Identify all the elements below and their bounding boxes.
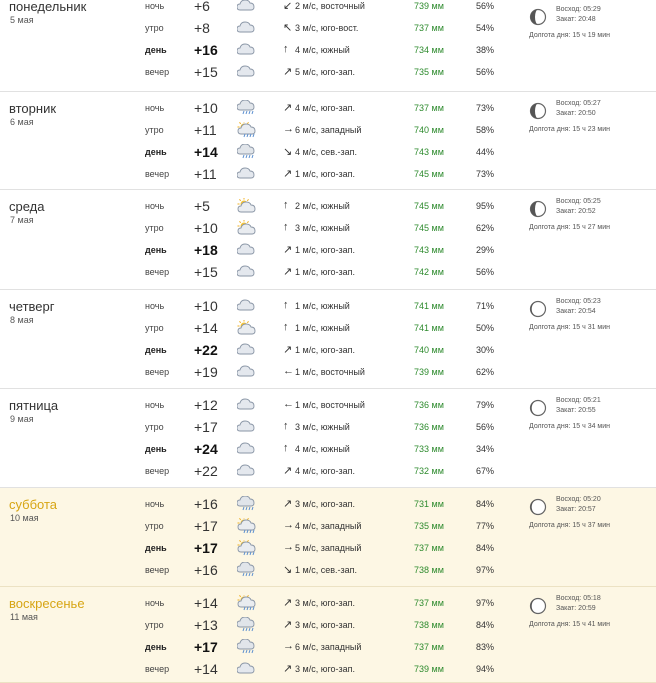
humidity: 84%: [476, 620, 495, 630]
cloud-icon: [237, 364, 257, 380]
cloud-icon: [237, 20, 257, 36]
day-block: [0, 587, 656, 683]
forecast-row: [0, 318, 525, 340]
wind-direction-icon: ↑: [283, 321, 289, 333]
pressure: 745 мм: [414, 223, 444, 233]
day-date: 7 мая: [10, 215, 34, 225]
forecast-row: [0, 417, 525, 439]
temperature: +24: [194, 441, 218, 457]
forecast-row: [0, 262, 525, 284]
wind-speed: 1 м/с, юго-зап.: [295, 267, 356, 277]
humidity: 73%: [476, 169, 495, 179]
pressure: 743 мм: [414, 245, 444, 255]
pressure: 734 мм: [414, 45, 444, 55]
wind-speed: 1 м/с, юго-зап.: [295, 169, 356, 179]
wind-speed: 6 м/с, западный: [295, 125, 362, 135]
rain-icon: [237, 100, 257, 116]
wind-direction-icon: →: [283, 519, 294, 531]
wind-direction-icon: ↗: [283, 498, 293, 510]
forecast-row: [0, 120, 525, 142]
time-of-day: утро: [145, 323, 164, 333]
moon-phase-icon: [529, 102, 547, 120]
wind-speed: 3 м/с, юго-зап.: [295, 664, 356, 674]
day-name: вторник: [9, 101, 57, 116]
forecast-row: [0, 40, 525, 62]
day-date: 8 мая: [10, 315, 34, 325]
cloud-icon: [237, 397, 257, 413]
pressure: 737 мм: [414, 598, 444, 608]
forecast-row: [0, 142, 525, 164]
wind-direction-icon: ↗: [283, 344, 293, 356]
wind-direction-icon: →: [283, 541, 294, 553]
temperature: +13: [194, 617, 218, 633]
forecast-row: [0, 62, 525, 84]
time-of-day: вечер: [145, 565, 170, 575]
forecast-row: [0, 494, 525, 516]
wind-direction-icon: ↗: [283, 597, 293, 609]
sunset-time: Закат: 20:59: [556, 605, 596, 612]
pressure: 741 мм: [414, 323, 444, 333]
wind-direction-icon: ↑: [283, 199, 289, 211]
forecast-row: [0, 516, 525, 538]
wind-direction-icon: ↗: [283, 619, 293, 631]
pressure: 740 мм: [414, 125, 444, 135]
forecast-row: [0, 461, 525, 483]
temperature: +6: [194, 0, 210, 14]
temperature: +22: [194, 463, 218, 479]
time-of-day: день: [145, 444, 167, 454]
wind-speed: 5 м/с, юго-зап.: [295, 67, 356, 77]
pressure: 745 мм: [414, 201, 444, 211]
time-of-day: ночь: [145, 400, 165, 410]
wind-direction-icon: ↙: [283, 0, 293, 12]
wind-direction-icon: ↗: [283, 102, 293, 114]
day-length: Долгота дня: 15 ч 34 мин: [529, 423, 611, 430]
cloud-icon: [237, 0, 257, 14]
astronomy-info: [529, 397, 654, 437]
wind-speed: 1 м/с, юго-зап.: [295, 245, 356, 255]
wind-direction-icon: ←: [283, 365, 294, 377]
sunset-time: Закат: 20:50: [556, 110, 596, 117]
wind-speed: 4 м/с, южный: [295, 444, 350, 454]
time-of-day: ночь: [145, 201, 165, 211]
cloud-icon: [237, 242, 257, 258]
forecast-row: [0, 164, 525, 186]
temperature: +16: [194, 562, 218, 578]
wind-speed: 3 м/с, юго-зап.: [295, 598, 356, 608]
rain-icon: [237, 639, 257, 655]
sunrise-time: Восход: 05:27: [556, 100, 601, 107]
time-of-day: утро: [145, 23, 164, 33]
temperature: +14: [194, 595, 218, 611]
humidity: 95%: [476, 201, 495, 211]
rain-icon: [237, 496, 257, 512]
day-length: Долгота дня: 15 ч 37 мин: [529, 522, 611, 529]
time-of-day: день: [145, 245, 167, 255]
wind-direction-icon: ↑: [283, 221, 289, 233]
humidity: 73%: [476, 103, 495, 113]
wind-speed: 4 м/с, западный: [295, 521, 362, 531]
humidity: 30%: [476, 345, 495, 355]
cloud-icon: [237, 166, 257, 182]
sunset-time: Закат: 20:52: [556, 208, 596, 215]
time-of-day: ночь: [145, 1, 165, 11]
rain-icon: [237, 617, 257, 633]
sun-cloud-icon: [237, 220, 257, 236]
wind-direction-icon: ↗: [283, 663, 293, 675]
day-block: [0, 0, 656, 92]
humidity: 97%: [476, 598, 495, 608]
day-date: 6 мая: [10, 117, 34, 127]
humidity: 38%: [476, 45, 495, 55]
forecast-row: [0, 637, 525, 659]
pressure: 738 мм: [414, 565, 444, 575]
time-of-day: ночь: [145, 103, 165, 113]
humidity: 94%: [476, 664, 495, 674]
temperature: +8: [194, 20, 210, 36]
temperature: +19: [194, 364, 218, 380]
rain-icon: [237, 144, 257, 160]
humidity: 84%: [476, 499, 495, 509]
humidity: 97%: [476, 565, 495, 575]
cloud-icon: [237, 661, 257, 677]
wind-speed: 4 м/с, южный: [295, 45, 350, 55]
day-name: понедельник: [9, 0, 87, 14]
astronomy-info: [529, 6, 654, 46]
time-of-day: утро: [145, 125, 164, 135]
time-of-day: утро: [145, 620, 164, 630]
wind-speed: 1 м/с, восточный: [295, 400, 365, 410]
day-name: среда: [9, 199, 45, 214]
pressure: 740 мм: [414, 345, 444, 355]
pressure: 739 мм: [414, 664, 444, 674]
pressure: 732 мм: [414, 466, 444, 476]
temperature: +14: [194, 661, 218, 677]
cloud-icon: [237, 463, 257, 479]
wind-direction-icon: →: [283, 640, 294, 652]
pressure: 737 мм: [414, 23, 444, 33]
humidity: 54%: [476, 23, 495, 33]
sunset-time: Закат: 20:48: [556, 16, 596, 23]
pressure: 737 мм: [414, 642, 444, 652]
time-of-day: утро: [145, 521, 164, 531]
time-of-day: ночь: [145, 598, 165, 608]
temperature: +17: [194, 639, 218, 655]
day-name: пятница: [9, 398, 59, 413]
wind-speed: 2 м/с, южный: [295, 201, 350, 211]
pressure: 739 мм: [414, 367, 444, 377]
cloud-icon: [237, 441, 257, 457]
time-of-day: вечер: [145, 664, 170, 674]
temperature: +17: [194, 540, 218, 556]
astronomy-info: [529, 595, 654, 635]
sunrise-time: Восход: 05:21: [556, 397, 601, 404]
pressure: 735 мм: [414, 67, 444, 77]
moon-phase-icon: [529, 399, 547, 417]
forecast-row: [0, 395, 525, 417]
wind-direction-icon: ↑: [283, 420, 289, 432]
time-of-day: вечер: [145, 466, 170, 476]
wind-direction-icon: ↗: [283, 266, 293, 278]
cloud-icon: [237, 42, 257, 58]
moon-phase-icon: [529, 300, 547, 318]
sun-rain-icon: [237, 122, 257, 138]
pressure: 731 мм: [414, 499, 444, 509]
wind-direction-icon: ↗: [283, 244, 293, 256]
humidity: 71%: [476, 301, 495, 311]
temperature: +12: [194, 397, 218, 413]
time-of-day: день: [145, 45, 167, 55]
cloud-icon: [237, 419, 257, 435]
wind-direction-icon: ↗: [283, 66, 293, 78]
forecast-row: [0, 18, 525, 40]
forecast-row: [0, 196, 525, 218]
time-of-day: ночь: [145, 499, 165, 509]
sunrise-time: Восход: 05:23: [556, 298, 601, 305]
wind-direction-icon: ↗: [283, 465, 293, 477]
time-of-day: вечер: [145, 169, 170, 179]
day-block: [0, 92, 656, 190]
wind-speed: 3 м/с, юго-зап.: [295, 620, 356, 630]
sun-cloud-icon: [237, 320, 257, 336]
wind-speed: 4 м/с, сев.-зап.: [295, 147, 357, 157]
astronomy-info: [529, 100, 654, 140]
day-block: [0, 190, 656, 290]
forecast-row: [0, 98, 525, 120]
time-of-day: день: [145, 642, 167, 652]
humidity: 84%: [476, 543, 495, 553]
temperature: +11: [194, 122, 217, 138]
time-of-day: день: [145, 543, 167, 553]
humidity: 56%: [476, 1, 495, 11]
time-of-day: вечер: [145, 267, 170, 277]
wind-direction-icon: ↑: [283, 299, 289, 311]
temperature: +18: [194, 242, 218, 258]
wind-speed: 3 м/с, юго-зап.: [295, 499, 356, 509]
wind-speed: 1 м/с, восточный: [295, 367, 365, 377]
pressure: 737 мм: [414, 103, 444, 113]
temperature: +16: [194, 496, 218, 512]
time-of-day: вечер: [145, 367, 170, 377]
wind-direction-icon: ↖: [283, 22, 293, 34]
wind-speed: 3 м/с, юго-вост.: [295, 23, 359, 33]
forecast-row: [0, 362, 525, 384]
day-length: Долгота дня: 15 ч 19 мин: [529, 32, 611, 39]
cloud-icon: [237, 298, 257, 314]
temperature: +10: [194, 220, 218, 236]
wind-speed: 3 м/с, южный: [295, 223, 350, 233]
temperature: +11: [194, 166, 217, 182]
temperature: +5: [194, 198, 210, 214]
forecast-row: [0, 560, 525, 582]
pressure: 733 мм: [414, 444, 444, 454]
pressure: 736 мм: [414, 400, 444, 410]
day-length: Долгота дня: 15 ч 31 мин: [529, 324, 611, 331]
temperature: +15: [194, 264, 218, 280]
time-of-day: утро: [145, 223, 164, 233]
forecast-row: [0, 439, 525, 461]
pressure: 738 мм: [414, 620, 444, 630]
astronomy-info: [529, 198, 654, 238]
moon-phase-icon: [529, 8, 547, 26]
time-of-day: ночь: [145, 301, 165, 311]
sun-cloud-icon: [237, 198, 257, 214]
wind-speed: 6 м/с, западный: [295, 642, 362, 652]
sun-rain-icon: [237, 595, 257, 611]
pressure: 742 мм: [414, 267, 444, 277]
forecast-row: [0, 296, 525, 318]
humidity: 44%: [476, 147, 495, 157]
humidity: 29%: [476, 245, 495, 255]
humidity: 83%: [476, 642, 495, 652]
rain-icon: [237, 562, 257, 578]
wind-direction-icon: ↘: [283, 146, 293, 158]
temperature: +17: [194, 518, 218, 534]
day-length: Долгота дня: 15 ч 27 мин: [529, 224, 611, 231]
temperature: +10: [194, 298, 218, 314]
sunrise-time: Восход: 05:29: [556, 6, 601, 13]
sunrise-time: Восход: 05:18: [556, 595, 601, 602]
wind-speed: 1 м/с, юго-зап.: [295, 345, 356, 355]
day-date: 11 мая: [10, 612, 38, 622]
humidity: 56%: [476, 267, 495, 277]
wind-direction-icon: ←: [283, 398, 294, 410]
time-of-day: день: [145, 345, 167, 355]
day-block: [0, 488, 656, 587]
sun-rain-icon: [237, 518, 257, 534]
forecast-row: [0, 240, 525, 262]
day-date: 10 мая: [10, 513, 39, 523]
sun-rain-icon: [237, 540, 257, 556]
temperature: +14: [194, 144, 218, 160]
humidity: 67%: [476, 466, 495, 476]
pressure: 745 мм: [414, 169, 444, 179]
forecast-row: [0, 218, 525, 240]
day-date: 9 мая: [10, 414, 34, 424]
wind-direction-icon: →: [283, 123, 294, 135]
temperature: +14: [194, 320, 218, 336]
sunrise-time: Восход: 05:25: [556, 198, 601, 205]
temperature: +17: [194, 419, 218, 435]
wind-speed: 1 м/с, южный: [295, 323, 350, 333]
temperature: +15: [194, 64, 218, 80]
humidity: 56%: [476, 67, 495, 77]
forecast-row: [0, 659, 525, 681]
forecast-row: [0, 593, 525, 615]
humidity: 77%: [476, 521, 495, 531]
temperature: +22: [194, 342, 218, 358]
sunrise-time: Восход: 05:20: [556, 496, 601, 503]
wind-direction-icon: ↑: [283, 442, 289, 454]
humidity: 50%: [476, 323, 495, 333]
wind-speed: 1 м/с, южный: [295, 301, 350, 311]
day-block: [0, 389, 656, 488]
time-of-day: вечер: [145, 67, 170, 77]
sunset-time: Закат: 20:54: [556, 308, 596, 315]
cloud-icon: [237, 64, 257, 80]
wind-direction-icon: ↗: [283, 168, 293, 180]
day-block: [0, 290, 656, 389]
wind-speed: 5 м/с, западный: [295, 543, 362, 553]
astronomy-info: [529, 298, 654, 338]
day-length: Долгота дня: 15 ч 23 мин: [529, 126, 611, 133]
pressure: 741 мм: [414, 301, 444, 311]
day-name: суббота: [9, 497, 58, 512]
humidity: 56%: [476, 422, 495, 432]
humidity: 34%: [476, 444, 495, 454]
cloud-icon: [237, 264, 257, 280]
pressure: 739 мм: [414, 1, 444, 11]
wind-speed: 1 м/с, сев.-зап.: [295, 565, 357, 575]
humidity: 58%: [476, 125, 495, 135]
astronomy-info: [529, 496, 654, 536]
sunset-time: Закат: 20:57: [556, 506, 596, 513]
time-of-day: день: [145, 147, 167, 157]
forecast-row: [0, 340, 525, 362]
temperature: +16: [194, 42, 218, 58]
wind-speed: 3 м/с, южный: [295, 422, 350, 432]
wind-speed: 4 м/с, юго-зап.: [295, 103, 356, 113]
pressure: 737 мм: [414, 543, 444, 553]
pressure: 735 мм: [414, 521, 444, 531]
forecast-row: [0, 615, 525, 637]
wind-direction-icon: ↘: [283, 564, 293, 576]
moon-phase-icon: [529, 200, 547, 218]
time-of-day: утро: [145, 422, 164, 432]
moon-phase-icon: [529, 498, 547, 516]
pressure: 736 мм: [414, 422, 444, 432]
day-name: четверг: [9, 299, 55, 314]
pressure: 743 мм: [414, 147, 444, 157]
forecast-row: [0, 538, 525, 560]
moon-phase-icon: [529, 597, 547, 615]
cloud-icon: [237, 342, 257, 358]
humidity: 62%: [476, 367, 495, 377]
temperature: +10: [194, 100, 218, 116]
wind-speed: 2 м/с, восточный: [295, 1, 365, 11]
forecast-row: [0, 0, 525, 18]
wind-speed: 4 м/с, юго-зап.: [295, 466, 356, 476]
day-name: воскресенье: [9, 596, 85, 611]
humidity: 62%: [476, 223, 495, 233]
day-length: Долгота дня: 15 ч 41 мин: [529, 621, 611, 628]
day-date: 5 мая: [10, 15, 34, 25]
sunset-time: Закат: 20:55: [556, 407, 596, 414]
humidity: 79%: [476, 400, 495, 410]
wind-direction-icon: ↑: [283, 43, 289, 55]
